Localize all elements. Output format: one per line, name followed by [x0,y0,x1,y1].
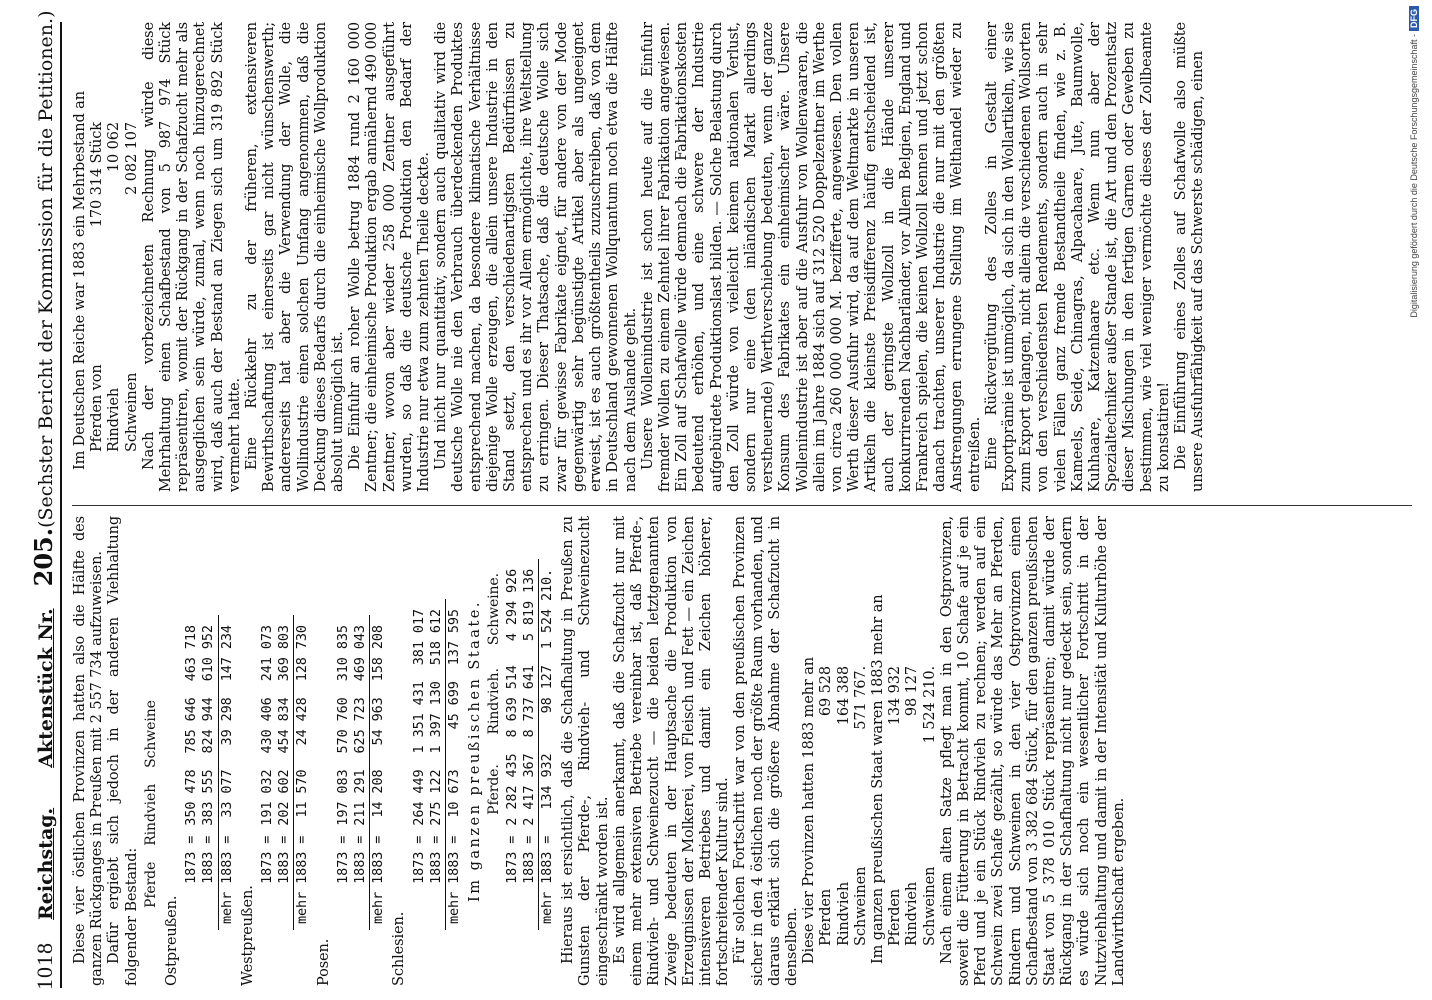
table-cell: 191 032 [259,769,276,826]
table-cell: 2 417 367 [520,753,537,826]
table-row [411,599,428,930]
table-cell: 8 639 514 [503,665,520,738]
list-label: Pferden von [89,364,106,452]
paragraph: Diese vier östlichen Provinzen hatten also die Hälfte des ganzen Rückganges in Preußen mit 2 557 734 aufzuweisen. [72,516,106,986]
increase-list [887,516,939,946]
list-item [836,666,853,946]
reich-increase-list [89,22,141,452]
table-cell: 310 835 [334,625,351,682]
list-label: Pferden [818,888,835,946]
table-row [428,599,446,930]
dfg-logo: DFG [1409,6,1419,31]
table-cell: 625 723 [352,697,369,754]
table-cell: mehr 1883 = [539,832,557,930]
region-name: Posen. [315,938,332,986]
table-row [521,559,539,930]
table-row [446,599,464,930]
paragraph: Es wird allgemein anerkannt, daß die Schafzucht nur mit einem mehr extensiven Betriebe vereinbar ist, daß Pferde-, Rindvieh- und Schweinezucht — die beiden letztgenannten Zweige bedeuten in der Hauptsache die Produktion von Erzeugnissen der Molkerei, von Fleisch und Fett — ein Zeichen intensiveren Betriebes und damit ein Zeichen höherer, fortschreitender Kultur sind. [611,516,732,986]
state-heading: Im ganzen preußischen Staate. [467,600,484,902]
header-rule [60,22,62,988]
paragraph: Die Einfuhr an roher Wolle betrug 1884 rund 2 160 000 Zentner; die einheimische Produktion ergab annähernd 490 000 Zentner, wovon aber wieder 258 000 Zentner ausgeführt wurden, so daß die deutsche Produktion den Bedarf der Industrie nur etwa zum zehnten Theile deckte. [347,22,433,492]
table-header: Schweine [142,700,159,768]
table-cell: 202 602 [276,769,293,826]
list-item [818,666,835,946]
table-row [370,615,388,930]
list-label: Pferden [887,888,904,946]
list-value: 134 932 [887,666,904,726]
table-cell: 1873 = [410,835,427,884]
list-item [922,666,939,946]
table-row [200,615,218,930]
list-value: 10 062 [106,122,123,173]
table-cell: 1 524 210. [539,559,557,655]
list-item [106,122,123,452]
table-cell: 381 017 [410,609,427,666]
list-item [853,666,870,946]
page-number: 1018 [32,942,57,990]
table-cell: 137 595 [446,599,464,671]
table-cell: 1 351 431 [410,681,427,754]
table-cell: 134 932 [539,743,557,831]
paragraph: Nach einem alten Satze pflegt man in den Ostprovinzen, soweit die Fütterung in Betracht kommt, 10 Schafe auf je ein Pferd und je ein Stück Rindvieh zu rechnen; werden auf ein Schwein zwei Schafe gezählt, so würde das Mehr an Pferden, Rindern und Schweinen in den vier Ostprovinzen einen Schafbestand von 3 382 684 Stück, für den ganzen preußischen Staat von 5 378 010 Stück repräsentiren; damit würde der Rückgang in der Schafhaltung nicht nur gedeckt sein, sondern es würde sich noch ein wesentlicher Fortschritt in der Nutzviehhaltung und damit in der Intensität und Kulturhöhe der Landwirthschaft ergeben. [938,516,1127,986]
table-row [352,615,370,930]
region-tables [164,516,463,986]
table-cell: 824 944 [200,697,217,754]
table-cell: mehr 1883 = [218,832,236,930]
left-column [72,516,1416,986]
paragraph: Unsere Wollenindustrie ist schon heute auf die Einfuhr fremder Wollen zu einem Zehntel ihrer Fabrikation angewiesen. Ein Zoll auf Schafwolle würde demnach die Fabrikationskosten bedeutend erhöhen, und eine schwere der Industrie aufgebürdete Produktionslast bilden. — Solche Belastung durch den Zoll würde von vielleicht keinem nationalen Verlust, sondern nur eine (den inländischen Markt allerdings verstheuernde) Werthverschiebung bedeuten, wenn der ganze Konsum des Fabrikates ein einheimischer wäre. Unsere Wollenindustrie ist aber auf die Ausfuhr von Wollenwaaren, die allein im Jahre 1884 sich auf 312 520 Doppelzentner im Werthe von circa 260 000 000 M. bezifferte, angewiesen. Den vollen Werth dieser Ausfuhr wird, da auf dem Weltmarkte in unseren Artikeln die kleinste Preisdifferenz häufig entscheidend ist, auch der geringste Wollzoll in die Hände unserer konkurrirenden Nachbarländer, vor Allem Belgien, England und Frankreich spielen, die keinen Wollzoll kennen und jetzt schon danach trachten, unserer Industrie die nur mit den größten Anstrengungen errungene Stellung im Welthandel wieder zu entreißen. [639,22,983,492]
table-cell: 570 760 [334,697,351,754]
table-cell: 469 043 [352,625,369,682]
table-row [504,559,521,930]
paragraph: Im Deutschen Reiche war 1883 ein Mehrbestand an [72,91,88,470]
table-row [218,615,236,930]
table-cell: 350 478 [183,769,200,826]
paragraph: Diese vier Provinzen hatten 1883 mehr an [801,656,818,964]
table-cell: 1883 = [276,835,293,884]
region-table [335,615,388,930]
table-cell: 610 952 [200,625,217,682]
table-cell: 147 234 [218,615,236,687]
table-cell: 197 083 [334,769,351,826]
table-cell: 369 803 [276,625,293,682]
paragraph: Dafür ergiebt sich jedoch in der anderen Viehhaltung folgender Bestand: [106,516,140,986]
paragraph: Eine Rückkehr zu der früheren, extensiveren Bewirthschaftung ist einerseits gar nicht wünschenswerth; andererseits hat aber die Verwendung der Wolle, die Wollindustrie einen solchen Umfang angenommen, daß die Deckung dieses Bedarfs durch die einheimische Wollproduktion absolut unmöglich ist. [244,22,347,492]
document-label: Aktenstück Nr. [35,608,57,768]
table-cell: 1873 = [503,835,520,884]
table-cell: 241 073 [259,625,276,682]
list-label: Rindvieh [106,387,123,452]
list-label: Schweinen [921,866,938,946]
table-row [183,615,200,930]
region-name: Westpreußen. [239,885,256,986]
table-cell: 39 298 [218,687,236,759]
paragraph: Für solchen Fortschritt war von den preußischen Provinzen sicher in den 4 östlichen noch der größte Raum vorhanden, und daraus erklärt sich die größere Abnahme der Schafzucht in denselben. [732,516,800,986]
table-cell: 98 127 [539,655,557,743]
table-row [335,615,352,930]
table-header: Pferde. [486,764,503,815]
table-cell: 1873 = [183,835,200,884]
table-cell: 2 282 435 [503,753,520,826]
table-cell: 1883 = [352,835,369,884]
table-cell: 518 612 [427,609,444,666]
page-header [22,10,58,990]
paragraph: Im ganzen preußischen Staat waren 1883 mehr an [869,594,886,964]
table-cell: 1883 = [427,835,444,884]
table-header: Rindvieh. [486,668,503,735]
table-cell: 54 963 [370,687,388,759]
region-name: Ostpreußen. [164,895,181,986]
paragraph: Hieraus ist ersichtlich, daß die Schafhaltung in Preußen zu Gunsten der Pferde-, Rindvieh- und Schweinezucht eingeschränkt worden ist. [560,516,611,986]
table-cell: 8 737 641 [520,665,537,738]
parliament-title: Reichstag. [35,807,57,920]
digitization-credit [1404,0,1424,1000]
table-cell: 454 834 [276,697,293,754]
table-cell: 463 718 [183,625,200,682]
paragraph: Nach der vorbezeichneten Rechnung würde diese Mehrhaltung einen Schafbestand von 5 987 974 Stück repräsentiren, womit der Rückgang in der Schafzucht mehr als ausgeglichen sein würde, zumal, wenn noch hinzugerechnet wird, daß auch der Bestand an Ziegen sich um 319 892 Stück vermehrt hatte. [140,22,243,492]
table-cell: 14 208 [370,759,388,831]
table-row [539,559,557,930]
region-table [183,615,236,930]
document-number: 205. [29,527,58,587]
table-cell: 4 294 926 [503,568,520,642]
table-cell: mehr 1883 = [294,832,312,930]
list-value: 1 524 210. [921,666,938,744]
table-row [259,615,276,930]
state-table [486,559,556,930]
list-item [887,666,904,946]
table-cell: 1883 = [520,835,537,884]
list-item [124,122,141,452]
table-cell: 24 428 [294,687,312,759]
list-value: 170 314 Stück [89,122,106,228]
list-value: 571 767. [852,666,869,730]
table-cell: 10 673 [446,759,464,831]
list-label: Schweinen [852,866,869,946]
table-cell: 11 570 [294,759,312,831]
table-cell: mehr 1883 = [370,832,388,930]
paragraph: Eine Rückvergütung des Zolles in Gestalt einer Exportprämie ist unmöglich, da sich in den Wollartikeln, wie sie zum Export gelangen, nicht allein die verschiedenen Wollsorten von den verschiedensten Rendements, sondern auch in sehr vielen Fällen ganz fremde Bestandtheile finden, wie z. B. Kameels, Seide, Chinagras, Alpacahaare, Jute, Baumwolle, Kuhhaare, Katzenhaare etc. Wenn nun aber der Spezialtechniker außer Stande ist, die Art und den Prozentsatz dieser Mischungen in den fertigen Garnen oder Geweben zu bestimmen, wie viel weniger vermöchte dieses der Zollbeamte zu konstatiren! [983,22,1172,492]
table-row [276,615,294,930]
list-value: 69 528 [818,666,835,717]
table-cell: 430 406 [259,697,276,754]
livestock-table [143,690,160,930]
table-cell: 211 291 [352,769,369,826]
table-cell: 383 555 [200,769,217,826]
table-cell: 33 077 [218,759,236,831]
paragraph: Die Einführung eines Zolles auf Schafwolle also müßte unsere Ausfuhrfähigkeit auf das Schwerste schädigen, einen [1173,22,1207,492]
table-cell: 1873 = [334,835,351,884]
list-value: 98 127 [904,666,921,717]
table-cell: 264 449 [410,769,427,826]
paragraph: Und nicht nur quantitativ, sondern auch qualitativ wird die deutsche Wolle nie den Verbrauch überdeckenden Produktes entsprechend machen, da besondere klimatische Verhältnisse diejenige Wolle erzeugen, die allein unsere Industrie in den Stand setzt, den verschiedenartigsten Bedürfnissen zu entsprechen und es ihr vor Allem ermöglichte, ihre Weltstellung zu erringen. Dieser Thatsache, daß die deutsche Wolle sich zwar für gewisse Fabrikate eignet, für andere von der Mode gegenwärtig sehr begünstigte Artikel aber als ungeeignet erweist, ist es auch größtentheils zuzuschreiben, daß von dem in Deutschland gewonnenen Wollquantum noch etwa die Hälfte nach dem Auslande geht. [433,22,639,492]
table-header: Rindvieh [142,783,159,846]
table-header: Schweine. [486,573,503,646]
table-cell: 1 397 130 [427,681,444,754]
region-name: Schlesien. [391,911,408,986]
region-table [411,599,464,930]
right-column [72,22,1416,492]
table-cell: 275 122 [427,769,444,826]
report-title: (Sechster Bericht der Kommission für die Petitionen.) [35,10,57,528]
table-cell: mehr 1883 = [446,832,464,930]
table-cell: 158 208 [370,615,388,687]
table-cell: 45 699 [446,671,464,759]
list-label: Rindvieh [835,881,852,946]
table-row [294,615,312,930]
list-label: Rindvieh [904,881,921,946]
table-cell: 785 646 [183,697,200,754]
table-cell: 1873 = [259,835,276,884]
credit-text: Digitalisierung gefördert durch die Deutsche Forschungsgemeinschaft - [1409,34,1419,318]
list-item [904,666,921,946]
region-table [259,615,312,930]
increase-list [818,516,870,946]
table-header: Pferde [142,861,159,908]
list-value: 164 388 [835,666,852,726]
table-cell: 5 819 136 [520,568,537,642]
table-cell: 1883 = [200,835,217,884]
table-cell: 128 730 [294,615,312,687]
column-divider [72,505,1412,506]
list-item [89,122,106,452]
list-value: 2 082 107 [123,122,140,195]
list-label: Schweinen [123,372,140,452]
